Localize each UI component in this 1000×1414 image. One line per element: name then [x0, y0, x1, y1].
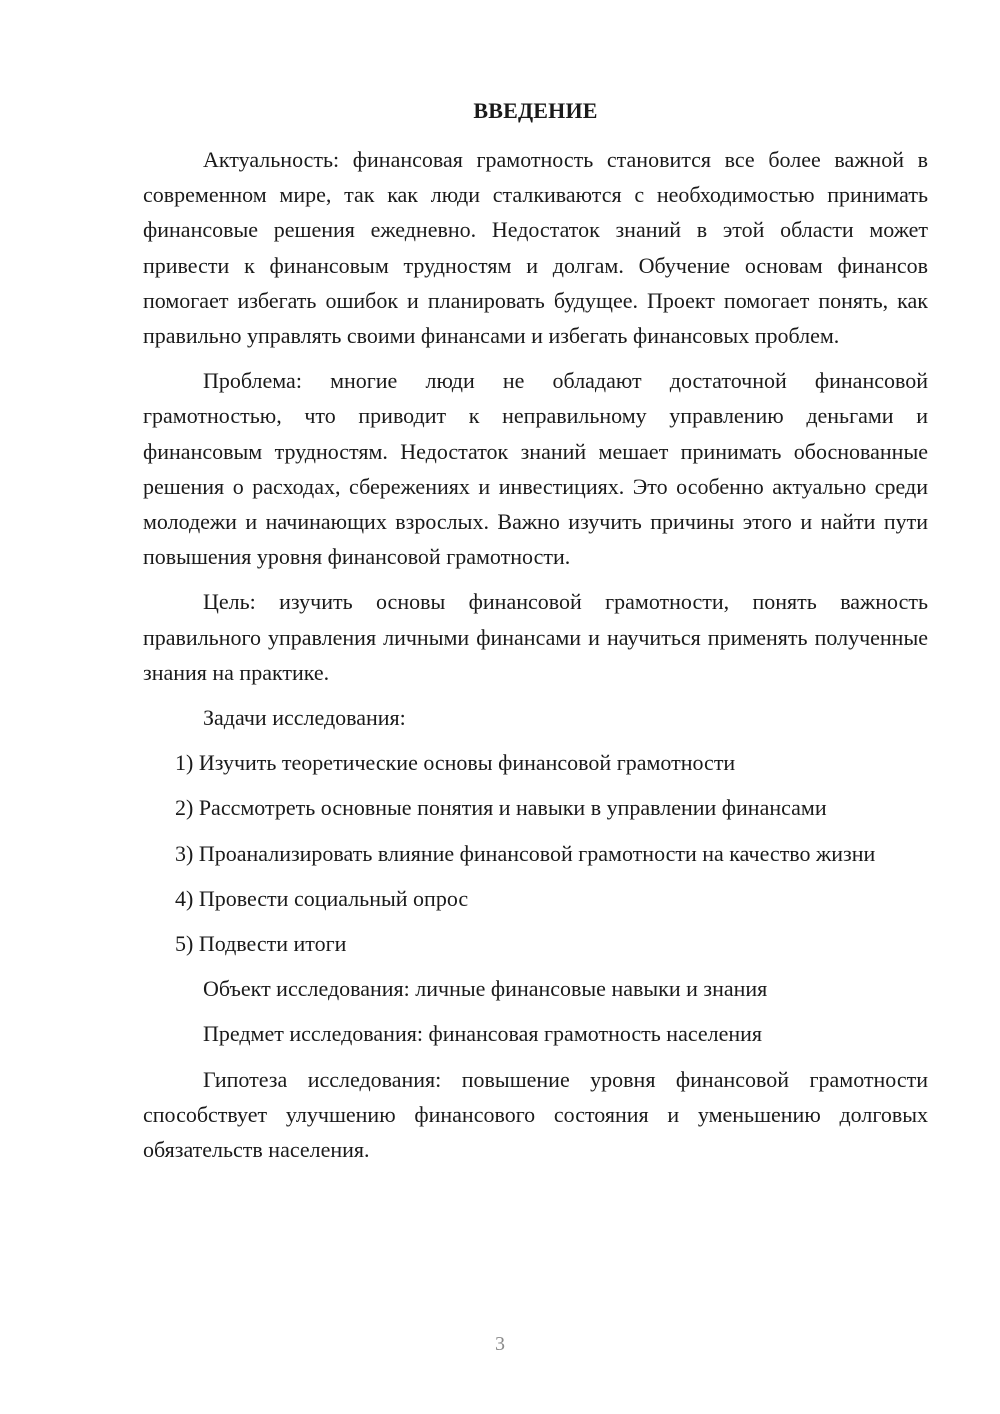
hypothesis-paragraph: Гипотеза исследования: повышение уровня финансовой грамотности способствует улучшению финансового состояния и уменьшению долговых обязательств населения. [143, 1066, 928, 1163]
object-paragraph: Объект исследования: личные финансовые навыки и знания [203, 976, 768, 1002]
tasks-heading: Задачи исследования: [203, 705, 406, 731]
subject-paragraph: Предмет исследования: финансовая грамотность населения [203, 1021, 763, 1047]
page-title: ВВЕДЕНИЕ [473, 98, 598, 123]
goal-paragraph: Цель: изучить основы финансовой грамотности, понять важность правильного управления личными финансами и научиться применять полученные знания на практике. [143, 589, 928, 685]
task-item-5: 5) Подвести итоги [175, 931, 347, 957]
relevance-paragraph: Актуальность: финансовая грамотность становится все более важной в современном мире, так как люди сталкиваются с необходимостью принимать финансовые решения ежедневно. Недостаток знаний в этой области может привести к финансовым трудностям и долгам. Обучение основам финансов помогает избегать ошибок и планировать будущее. Проект помогает понять, как правильно управлять своими финансами и избегать финансовых проблем. [143, 147, 928, 349]
problem-paragraph: Проблема: многие люди не обладают достаточной финансовой грамотностью, что приводит к неправильному управлению деньгами и финансовым трудностям. Недостаток знаний мешает принимать обоснованные решения о расходах, сбережениях и инвестициях. Это особенно актуально среди молодежи и начинающих взрослых. Важно изучить причины этого и найти пути повышения уровня финансовой грамотности. [143, 368, 928, 570]
task-item-1: 1) Изучить теоретические основы финансовой грамотности [175, 750, 736, 776]
document-body [143, 142, 928, 1177]
task-item-4: 4) Провести социальный опрос [175, 885, 469, 911]
task-item-2: 2) Рассмотреть основные понятия и навыки в управлении финансами [175, 795, 827, 821]
page-number: 3 [495, 1333, 505, 1355]
task-item-3: 3) Проанализировать влияние финансовой грамотности на качество жизни [175, 840, 876, 866]
